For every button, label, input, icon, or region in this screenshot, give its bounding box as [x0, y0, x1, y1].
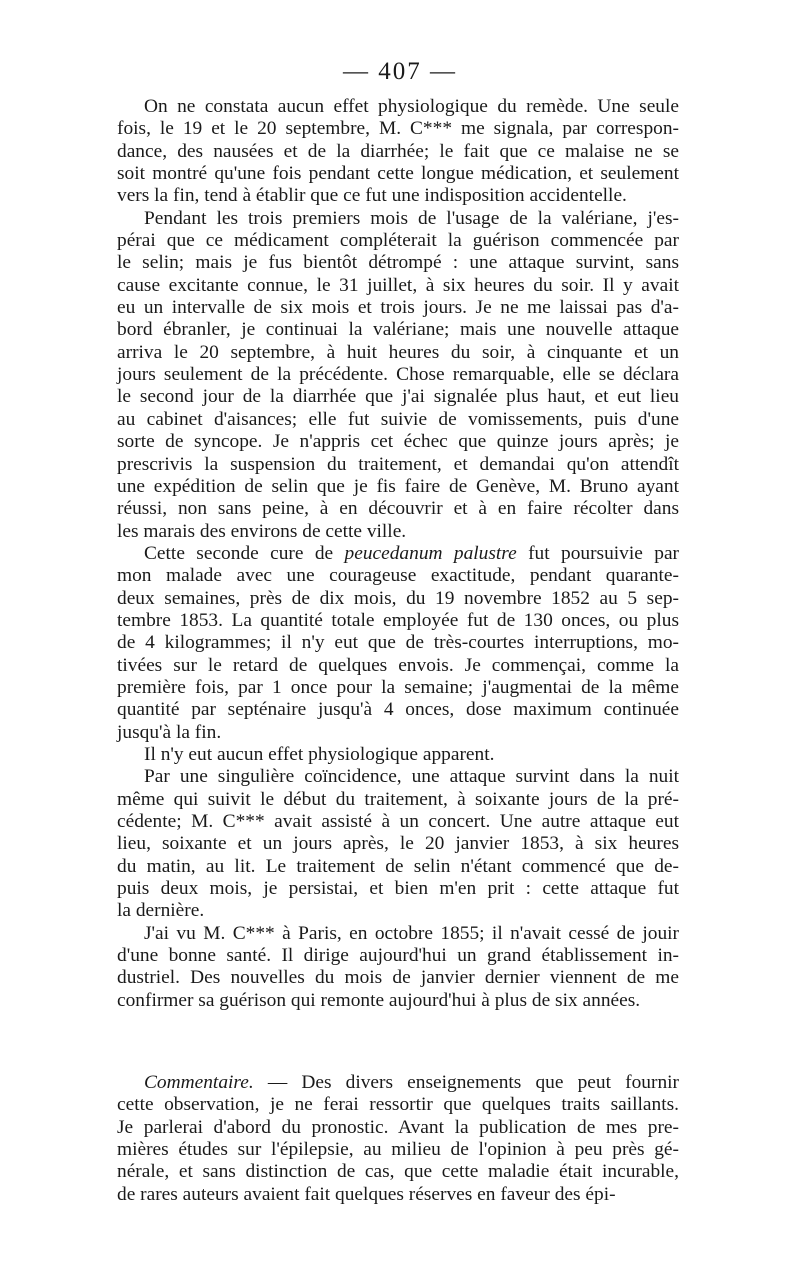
section-gap	[117, 1012, 679, 1072]
text-line: au cabinet d'aisances; elle fut suivie de vomissements, puis d'une	[117, 408, 679, 430]
page-body-text	[117, 96, 679, 1206]
text-line: eu un intervalle de six mois et trois jours. Je ne me laissai pas d'a-	[117, 297, 679, 319]
text-line: vers la fin, tend à établir que ce fut une indisposition accidentelle.	[117, 185, 627, 207]
text-line: Par une singulière coïncidence, une attaque survint dans la nuit	[144, 766, 679, 788]
text-line: Cette seconde cure de peucedanum palustre fut poursuivie par	[144, 542, 680, 564]
paragraph	[117, 766, 679, 922]
text-line: tembre 1853. La quantité totale employée fut de 130 onces, ou plus	[117, 609, 679, 631]
text-line: J'ai vu M. C*** à Paris, en octobre 1855; il n'avait cessé de jouir	[144, 922, 679, 944]
text-line: cette observation, je ne ferai ressortir que quelques traits saillants.	[117, 1094, 679, 1116]
paragraph	[117, 96, 679, 208]
text-line: puis deux mois, je persistai, et bien m'en prit : cette attaque fut	[117, 878, 679, 900]
text-line: Je parlerai d'abord du pronostic. Avant la publication de mes pre-	[117, 1116, 679, 1138]
text-line: dustriel. Des nouvelles du mois de janvier dernier viennent de me	[117, 967, 679, 989]
text-line: prescrivis la suspension du traitement, et demandai qu'on attendît	[117, 453, 679, 475]
text-line: réussi, non sans peine, à en découvrir et à en faire récolter dans	[117, 498, 679, 520]
text-line: jusqu'à la fin.	[117, 721, 222, 743]
text-line: lieu, soixante et un jours après, le 20 janvier 1853, à six heures	[117, 833, 679, 855]
text-line: de rares auteurs avaient fait quelques réserves en faveur des épi-	[117, 1183, 616, 1205]
paragraph	[117, 923, 679, 1012]
text-line: le second jour de la diarrhée que j'ai signalée plus haut, et eut lieu	[117, 386, 679, 408]
text-line: cause excitante connue, le 31 juillet, à six heures du soir. Il y avait	[117, 274, 679, 296]
text-line: Pendant les trois premiers mois de l'usage de la valériane, j'es-	[144, 207, 679, 229]
text-line: soit montré qu'une fois pendant cette longue médication, et seulement	[117, 163, 679, 185]
text-line: fois, le 19 et le 20 septembre, M. C*** me signala, par correspon-	[117, 118, 679, 140]
text-line: mières études sur l'épilepsie, au milieu de l'opinion à peu près gé-	[117, 1139, 679, 1161]
text-line: jours seulement de la précédente. Chose remarquable, elle se déclara	[117, 364, 679, 386]
text-line: quantité par septénaire jusqu'à 4 onces, dose maximum continuée	[117, 699, 679, 721]
text-line: cédente; M. C*** avait assisté à un concert. Une autre attaque eut	[117, 811, 679, 832]
text-line: Il n'y eut aucun effet physiologique apparent.	[144, 743, 495, 765]
text-line: confirmer sa guérison qui remonte aujourd'hui à plus de six années.	[117, 989, 641, 1011]
paragraph	[117, 744, 679, 766]
text-line: les marais des environs de cette ville.	[117, 520, 407, 542]
page-number: — 407 —	[343, 58, 457, 85]
text-line: d'une bonne santé. Il dirige aujourd'hui un grand établissement in-	[117, 945, 679, 967]
text-line: On ne constata aucun effet physiologique du remède. Une seule	[144, 96, 679, 117]
text-line: nérale, et sans distinction de cas, que cette maladie était incurable,	[117, 1161, 679, 1183]
text-line: pérai que ce médicament compléterait la guérison commencée par	[117, 230, 679, 252]
text-line: arriva le 20 septembre, à huit heures du soir, à cinquante et un	[117, 341, 679, 363]
paragraph	[117, 208, 679, 543]
text-line: première fois, par 1 once pour la semaine; j'augmentai de la même	[117, 676, 679, 698]
text-line: la dernière.	[117, 900, 205, 922]
text-line: dance, des nausées et de la diarrhée; le fait que ce malaise ne se	[117, 140, 679, 162]
text-line: même qui suivit le début du traitement, à soixante jours de la pré-	[117, 788, 679, 810]
text-line: deux semaines, près de dix mois, du 19 novembre 1852 au 5 sep-	[117, 587, 679, 609]
text-line: sorte de syncope. Je n'appris cet échec que quinze jours après; je	[117, 431, 679, 453]
text-line: le selin; mais je fus bientôt détrompé : une attaque survint, sans	[117, 252, 679, 274]
text-line: mon malade avec une courageuse exactitude, pendant quarante-	[117, 565, 679, 587]
paragraph	[117, 543, 679, 744]
text-line: Commentaire. — Des divers enseignements que peut fournir	[144, 1072, 679, 1094]
text-line: du matin, au lit. Le traitement de selin n'étant commencé que de-	[117, 855, 679, 877]
text-line: une expédition de selin que je fis faire de Genève, M. Bruno ayant	[117, 475, 679, 497]
text-line: bord ébranler, je continuai la valériane; mais une nouvelle attaque	[117, 319, 679, 341]
text-line: tivées sur le retard de quelques envois. Je commençai, comme la	[117, 654, 679, 676]
paragraph	[117, 1072, 679, 1206]
text-line: de 4 kilogrammes; il n'y eut que de très-courtes interruptions, mo-	[117, 632, 679, 654]
